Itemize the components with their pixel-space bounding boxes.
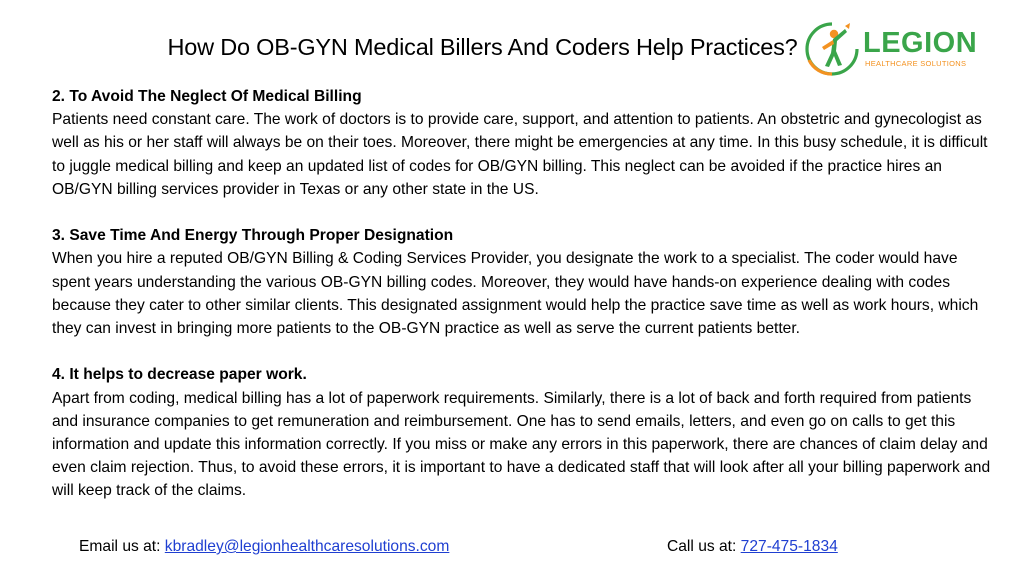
legion-figure-logo-icon [803,20,861,78]
legion-logo [803,20,988,78]
section-heading: 3. Save Time And Energy Through Proper Designation [52,227,454,245]
email-link[interactable]: kbradley@legionhealthcaresolutions.com [164,538,450,555]
section-avoid-neglect [52,85,997,201]
logo-subtitle: HEALTHCARE SOLUTIONS [865,59,967,68]
section-paragraph: When you hire a reputed OB/GYN Billing & Coding Services Provider, you designate the work to a specialist. The coder would have spent years understanding the various OB-GYN billing codes. Moreover, they would have hands-on experience dealing with codes because they cater to other similar clients. This designated assignment would help the practice save time as well as work hours, which they can invest in bringing more patients to the OB-GYN practice as well as serve the current patients better. [52,250,979,338]
email-label: Email us at: [79,538,165,555]
phone-label: Call us at: [667,538,741,555]
slide-body [52,85,997,526]
page-title: How Do OB-GYN Medical Billers And Coders Help Practices? [167,34,798,60]
section-heading: 2. To Avoid The Neglect Of Medical Billing [52,88,362,105]
section-save-time [52,224,997,340]
logo-name: LEGION [863,27,978,59]
footer-phone [667,538,838,556]
footer-email [79,538,449,556]
section-heading: 4. It helps to decrease paper work. [52,366,307,384]
section-paragraph: Apart from coding, medical billing has a lot of paperwork requirements. Similarly, there is a lot of back and forth required from patients and insurance companies to get remuneration and reimbursement. One has to send emails, letters, and even go on calls to get this information and update this information correctly. If you miss or make any errors in this paperwork, there are chances of claim delay and even claim rejection. Thus, to avoid these errors, it is important to have a dedicated staff that will look after all your billing paperwork and will keep track of the claims. [52,389,991,500]
phone-link[interactable]: 727-475-1834 [740,538,838,555]
section-paper-work [52,363,997,502]
section-paragraph: Patients need constant care. The work of doctors is to provide care, support, and attention to patients. An obstetric and gynecologist as well as his or her staff will always be on their toes. Moreover, there might be emergencies at any time. In this busy schedule, it is difficult to juggle medical billing and keep an updated list of codes for OB/GYN billing. This neglect can be avoided if the practice hires an OB/GYN billing services provider in Texas or any other state in the US. [52,111,988,198]
